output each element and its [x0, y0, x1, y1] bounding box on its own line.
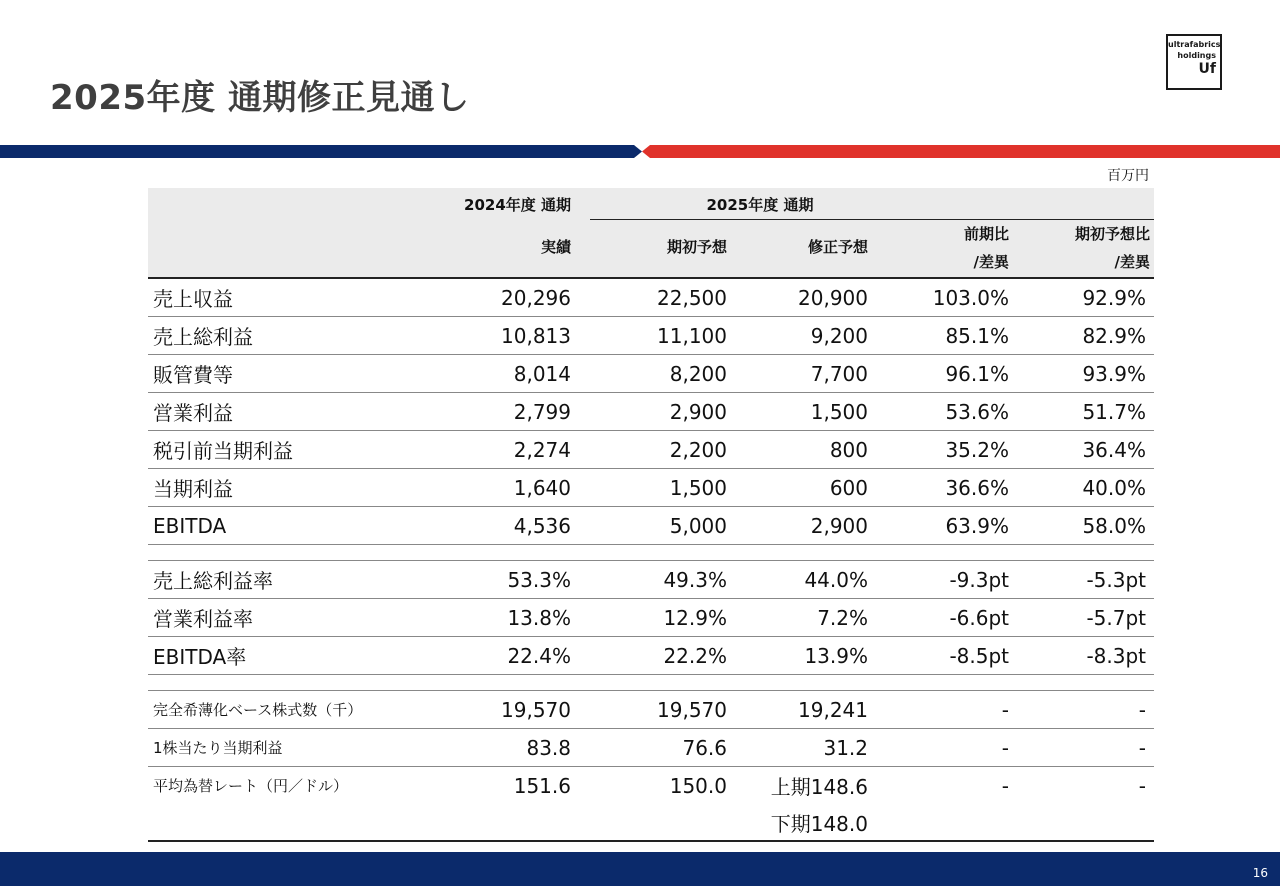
row-label: 売上総利益 [153, 325, 253, 349]
cell-yoy: 53.6% [945, 399, 1009, 424]
header-yoy-line2: /差異 [973, 253, 1009, 271]
cell-yoy: - [1001, 697, 1009, 722]
header-yoy-line1: 前期比 [963, 225, 1009, 243]
cell-yoy: 85.1% [945, 323, 1009, 348]
cell-actual: 1,640 [513, 475, 571, 500]
cell-revised: 下期148.0 [770, 811, 868, 836]
logo-mark: Uf [1198, 61, 1216, 77]
header-2024-group: 2024年度 通期 [464, 196, 571, 214]
header-revised-forecast: 修正予想 [807, 238, 868, 256]
cell-vs-initial: 82.9% [1082, 323, 1146, 348]
cell-actual: 10,813 [501, 323, 571, 348]
row-label: 税引前当期利益 [153, 439, 293, 463]
cell-yoy: - [1001, 735, 1009, 760]
cell-vs-initial: - [1138, 697, 1146, 722]
cell-initial: 2,900 [669, 399, 727, 424]
cell-revised: 7,700 [810, 361, 868, 386]
cell-initial: 76.6 [682, 735, 727, 760]
cell-vs-initial: -5.7pt [1086, 605, 1146, 630]
cell-vs-initial: - [1138, 735, 1146, 760]
cell-initial: 49.3% [663, 567, 727, 592]
section-spacer [148, 545, 1154, 561]
row-label: EBITDA [153, 513, 227, 538]
footer-bar [0, 852, 1280, 886]
table-row [148, 469, 1154, 507]
row-label: 平均為替レート（円／ドル） [153, 777, 349, 795]
row-label: 営業利益率 [153, 607, 253, 631]
header-initial-forecast: 期初予想 [666, 238, 727, 256]
page-number: 16 [1252, 866, 1268, 880]
header-stripe-red [642, 145, 1280, 158]
row-label: 営業利益 [153, 401, 233, 425]
table-row [148, 393, 1154, 431]
cell-vs-initial: 92.9% [1082, 285, 1146, 310]
cell-yoy: 63.9% [945, 513, 1009, 538]
row-label: 売上収益 [153, 287, 233, 311]
row-label: 完全希薄化ベース株式数（千） [153, 701, 363, 719]
cell-revised: 1,500 [810, 399, 868, 424]
header-actual: 実績 [540, 238, 571, 256]
company-logo [1166, 34, 1222, 90]
cell-actual: 13.8% [507, 605, 571, 630]
row-label: 販管費等 [153, 363, 233, 387]
table-row [148, 804, 1154, 842]
cell-revised: 13.9% [804, 643, 868, 668]
cell-vs-initial: -5.3pt [1086, 567, 1146, 592]
logo-text-line2: holdings [1177, 51, 1216, 60]
cell-actual: 2,274 [513, 437, 571, 462]
cell-initial: 22.2% [663, 643, 727, 668]
cell-vs-initial: - [1138, 773, 1146, 798]
cell-revised: 9,200 [810, 323, 868, 348]
cell-initial: 1,500 [669, 475, 727, 500]
unit-label: 百万円 [1107, 168, 1149, 184]
cell-revised: 44.0% [804, 567, 868, 592]
logo-text-line1: ultrafabrics [1168, 40, 1221, 49]
table-row [148, 767, 1154, 804]
row-label: 売上総利益率 [153, 569, 273, 593]
table-header [148, 188, 1154, 279]
cell-vs-initial: 51.7% [1082, 399, 1146, 424]
cell-actual: 151.6 [513, 773, 571, 798]
cell-vs-initial: -8.3pt [1086, 643, 1146, 668]
cell-initial: 5,000 [669, 513, 727, 538]
cell-yoy: -8.5pt [949, 643, 1009, 668]
cell-vs-initial: 93.9% [1082, 361, 1146, 386]
table-row [148, 355, 1154, 393]
header-stripe-blue [0, 145, 642, 158]
cell-actual: 22.4% [507, 643, 571, 668]
table-row [148, 599, 1154, 637]
cell-vs-initial: 58.0% [1082, 513, 1146, 538]
forecast-table [148, 188, 1154, 842]
page-title: 2025年度 通期修正見通し [50, 78, 470, 118]
row-label: 当期利益 [153, 477, 233, 501]
cell-revised: 2,900 [810, 513, 868, 538]
cell-initial: 8,200 [669, 361, 727, 386]
cell-vs-initial: 36.4% [1082, 437, 1146, 462]
cell-revised: 7.2% [817, 605, 868, 630]
cell-yoy: 103.0% [932, 285, 1009, 310]
table-row [148, 507, 1154, 545]
row-label: EBITDA率 [153, 645, 247, 669]
header-divider [590, 219, 1154, 220]
section-spacer [148, 675, 1154, 691]
cell-revised: 800 [829, 437, 868, 462]
table-row [148, 637, 1154, 675]
cell-actual: 20,296 [501, 285, 571, 310]
cell-initial: 12.9% [663, 605, 727, 630]
cell-actual: 8,014 [513, 361, 571, 386]
cell-actual: 2,799 [513, 399, 571, 424]
cell-revised: 600 [829, 475, 868, 500]
cell-actual: 53.3% [507, 567, 571, 592]
table-row [148, 279, 1154, 317]
cell-initial: 150.0 [669, 773, 727, 798]
table-row [148, 561, 1154, 599]
cell-initial: 22,500 [657, 285, 727, 310]
cell-revised: 31.2 [823, 735, 868, 760]
cell-initial: 11,100 [657, 323, 727, 348]
cell-actual: 19,570 [501, 697, 571, 722]
cell-yoy: 35.2% [945, 437, 1009, 462]
cell-initial: 19,570 [657, 697, 727, 722]
header-vs-initial-line1: 期初予想比 [1074, 225, 1150, 243]
cell-yoy: -9.3pt [949, 567, 1009, 592]
cell-yoy: -6.6pt [949, 605, 1009, 630]
row-label: 1株当たり当期利益 [153, 739, 283, 757]
cell-revised: 20,900 [798, 285, 868, 310]
table-row [148, 729, 1154, 767]
cell-revised: 上期148.6 [770, 775, 868, 799]
cell-vs-initial: 40.0% [1082, 475, 1146, 500]
header-2025-group: 2025年度 通期 [706, 196, 814, 214]
header-vs-initial-line2: /差異 [1114, 253, 1150, 271]
cell-initial: 2,200 [669, 437, 727, 462]
cell-yoy: 96.1% [945, 361, 1009, 386]
table-row [148, 431, 1154, 469]
table-row [148, 317, 1154, 355]
table-row [148, 691, 1154, 729]
cell-yoy: - [1001, 773, 1009, 798]
cell-yoy: 36.6% [945, 475, 1009, 500]
cell-revised: 19,241 [798, 697, 868, 722]
cell-actual: 4,536 [513, 513, 571, 538]
cell-actual: 83.8 [526, 735, 571, 760]
